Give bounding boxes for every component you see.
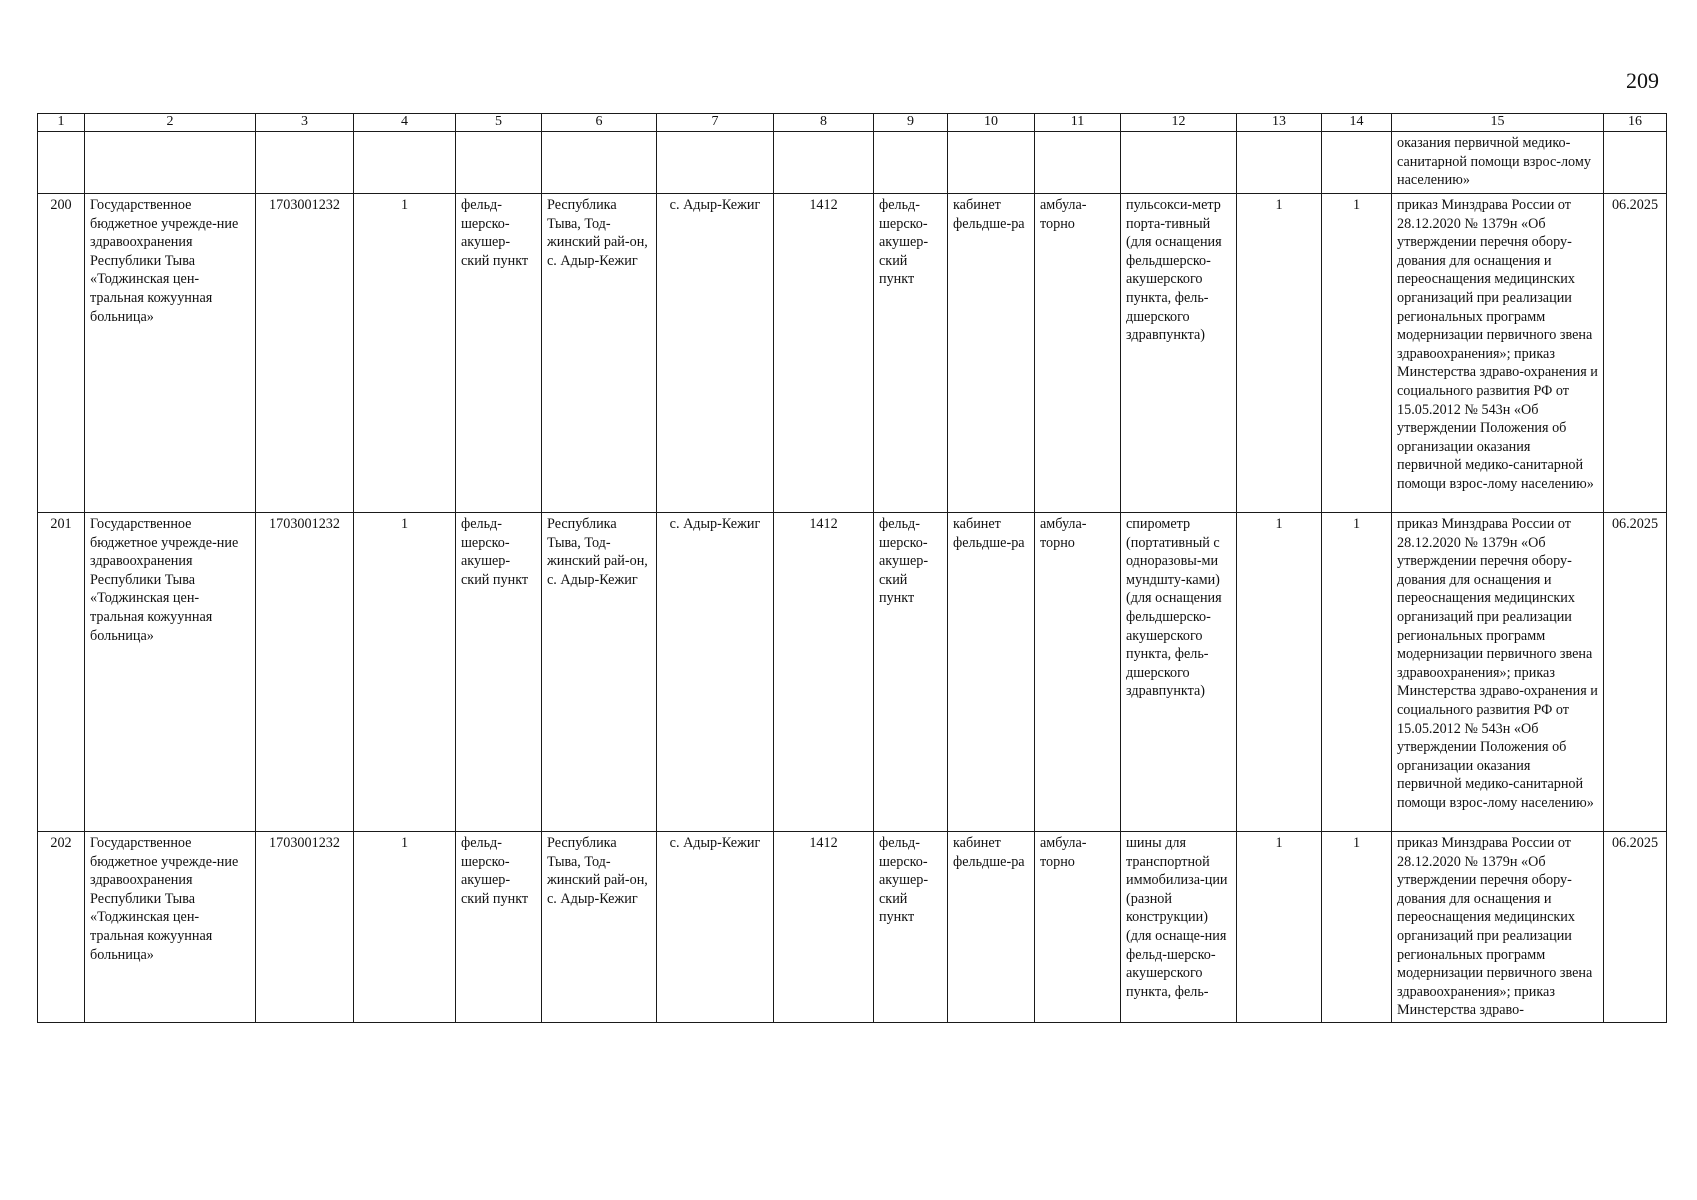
institution-name: Государственное бюджетное учрежде-ние здравоохранения Республики Тыва «Тоджинская цен-тральная кожуунная больница» [85,194,256,513]
col-number-15: 15 [1392,114,1604,132]
deadline-date: 06.2025 [1604,832,1667,1023]
column-number-row [38,114,1667,132]
unit-type: фельд-шерско-акушер-ский пункт [456,513,542,832]
care-form: амбула-торно [1035,513,1121,832]
quantity-2: 1 [1322,194,1392,513]
count: 1 [354,194,456,513]
count: 1 [354,513,456,832]
legal-basis: приказ Минздрава России от 28.12.2020 № 1379н «Об утверждении перечня обору-дования для оснащения и переоснащения медицинских организаций при реализации региональных программ модернизации первичного звена здравоохранения»; приказ Минстерства здраво-охранения и социального развития РФ от 15.05.2012 № 543н «Об утверждении Положения об организации оказания первичной медико-санитарной помощи взрос-лому населению» [1392,513,1604,832]
room: кабинет фельдше-ра [948,513,1035,832]
table-row [38,832,1667,1023]
address: Республика Тыва, Тод-жинский рай-он, с. Адыр-Кежиг [542,194,657,513]
inn: 1703001232 [256,513,354,832]
room: кабинет фельдше-ра [948,194,1035,513]
row-number: 201 [38,513,85,832]
code: 1412 [774,194,874,513]
col-number-6: 6 [542,114,657,132]
inn: 1703001232 [256,194,354,513]
continuation-row [38,132,1667,194]
col-number-12: 12 [1121,114,1237,132]
address: Республика Тыва, Тод-жинский рай-он, с. Адыр-Кежиг [542,832,657,1023]
equipment: шины для транспортной иммобилиза-ции (разной конструкции) (для оснаще-ния фельд-шерско-акушерского пункта, фель- [1121,832,1237,1023]
col-number-13: 13 [1237,114,1322,132]
care-form: амбула-торно [1035,832,1121,1023]
col-number-14: 14 [1322,114,1392,132]
continuation-basis: оказания первичной медико-санитарной помощи взрос-лому населению» [1392,132,1604,194]
deadline-date: 06.2025 [1604,194,1667,513]
equipment: спирометр (портативный с одноразовы-ми мундшту-ками) (для оснащения фельдшерско-акушерского пункта, фель-дшерского здравпункта) [1121,513,1237,832]
inn: 1703001232 [256,832,354,1023]
col-number-9: 9 [874,114,948,132]
address: Республика Тыва, Тод-жинский рай-он, с. Адыр-Кежиг [542,513,657,832]
subdivision: фельд-шерско-акушер-ский пункт [874,832,948,1023]
settlement: с. Адыр-Кежиг [657,513,774,832]
col-number-1: 1 [38,114,85,132]
subdivision: фельд-шерско-акушер-ский пункт [874,513,948,832]
page-number: 209 [1626,68,1659,93]
col-number-4: 4 [354,114,456,132]
col-number-7: 7 [657,114,774,132]
settlement: с. Адыр-Кежиг [657,832,774,1023]
quantity-1: 1 [1237,513,1322,832]
col-number-10: 10 [948,114,1035,132]
legal-basis: приказ Минздрава России от 28.12.2020 № 1379н «Об утверждении перечня обору-дования для оснащения и переоснащения медицинских организаций при реализации региональных программ модернизации первичного звена здравоохранения»; приказ Минстерства здраво-охранения и социального развития РФ от 15.05.2012 № 543н «Об утверждении Положения об организации оказания первичной медико-санитарной помощи взрос-лому населению» [1392,194,1604,513]
col-number-3: 3 [256,114,354,132]
quantity-2: 1 [1322,513,1392,832]
quantity-2: 1 [1322,832,1392,1023]
count: 1 [354,832,456,1023]
col-number-16: 16 [1604,114,1667,132]
row-number: 200 [38,194,85,513]
table-row [38,513,1667,832]
col-number-5: 5 [456,114,542,132]
settlement: с. Адыр-Кежиг [657,194,774,513]
row-number: 202 [38,832,85,1023]
unit-type: фельд-шерско-акушер-ский пункт [456,194,542,513]
room: кабинет фельдше-ра [948,832,1035,1023]
care-form: амбула-торно [1035,194,1121,513]
col-number-8: 8 [774,114,874,132]
quantity-1: 1 [1237,832,1322,1023]
institution-name: Государственное бюджетное учрежде-ние здравоохранения Республики Тыва «Тоджинская цен-тральная кожуунная больница» [85,513,256,832]
code: 1412 [774,513,874,832]
deadline-date: 06.2025 [1604,513,1667,832]
col-number-11: 11 [1035,114,1121,132]
table-row [38,194,1667,513]
equipment: пульсокси-метр порта-тивный (для оснащения фельдшерско-акушерского пункта, фель-дшерского здравпункта) [1121,194,1237,513]
quantity-1: 1 [1237,194,1322,513]
code: 1412 [774,832,874,1023]
legal-basis: приказ Минздрава России от 28.12.2020 № 1379н «Об утверждении перечня обору-дования для оснащения и переоснащения медицинских организаций при реализации региональных программ модернизации первичного звена здравоохранения»; приказ Минстерства здраво- [1392,832,1604,1023]
unit-type: фельд-шерско-акушер-ский пункт [456,832,542,1023]
equipment-table [37,113,1667,1023]
col-number-2: 2 [85,114,256,132]
subdivision: фельд-шерско-акушер-ский пункт [874,194,948,513]
institution-name: Государственное бюджетное учрежде-ние здравоохранения Республики Тыва «Тоджинская цен-тральная кожуунная больница» [85,832,256,1023]
